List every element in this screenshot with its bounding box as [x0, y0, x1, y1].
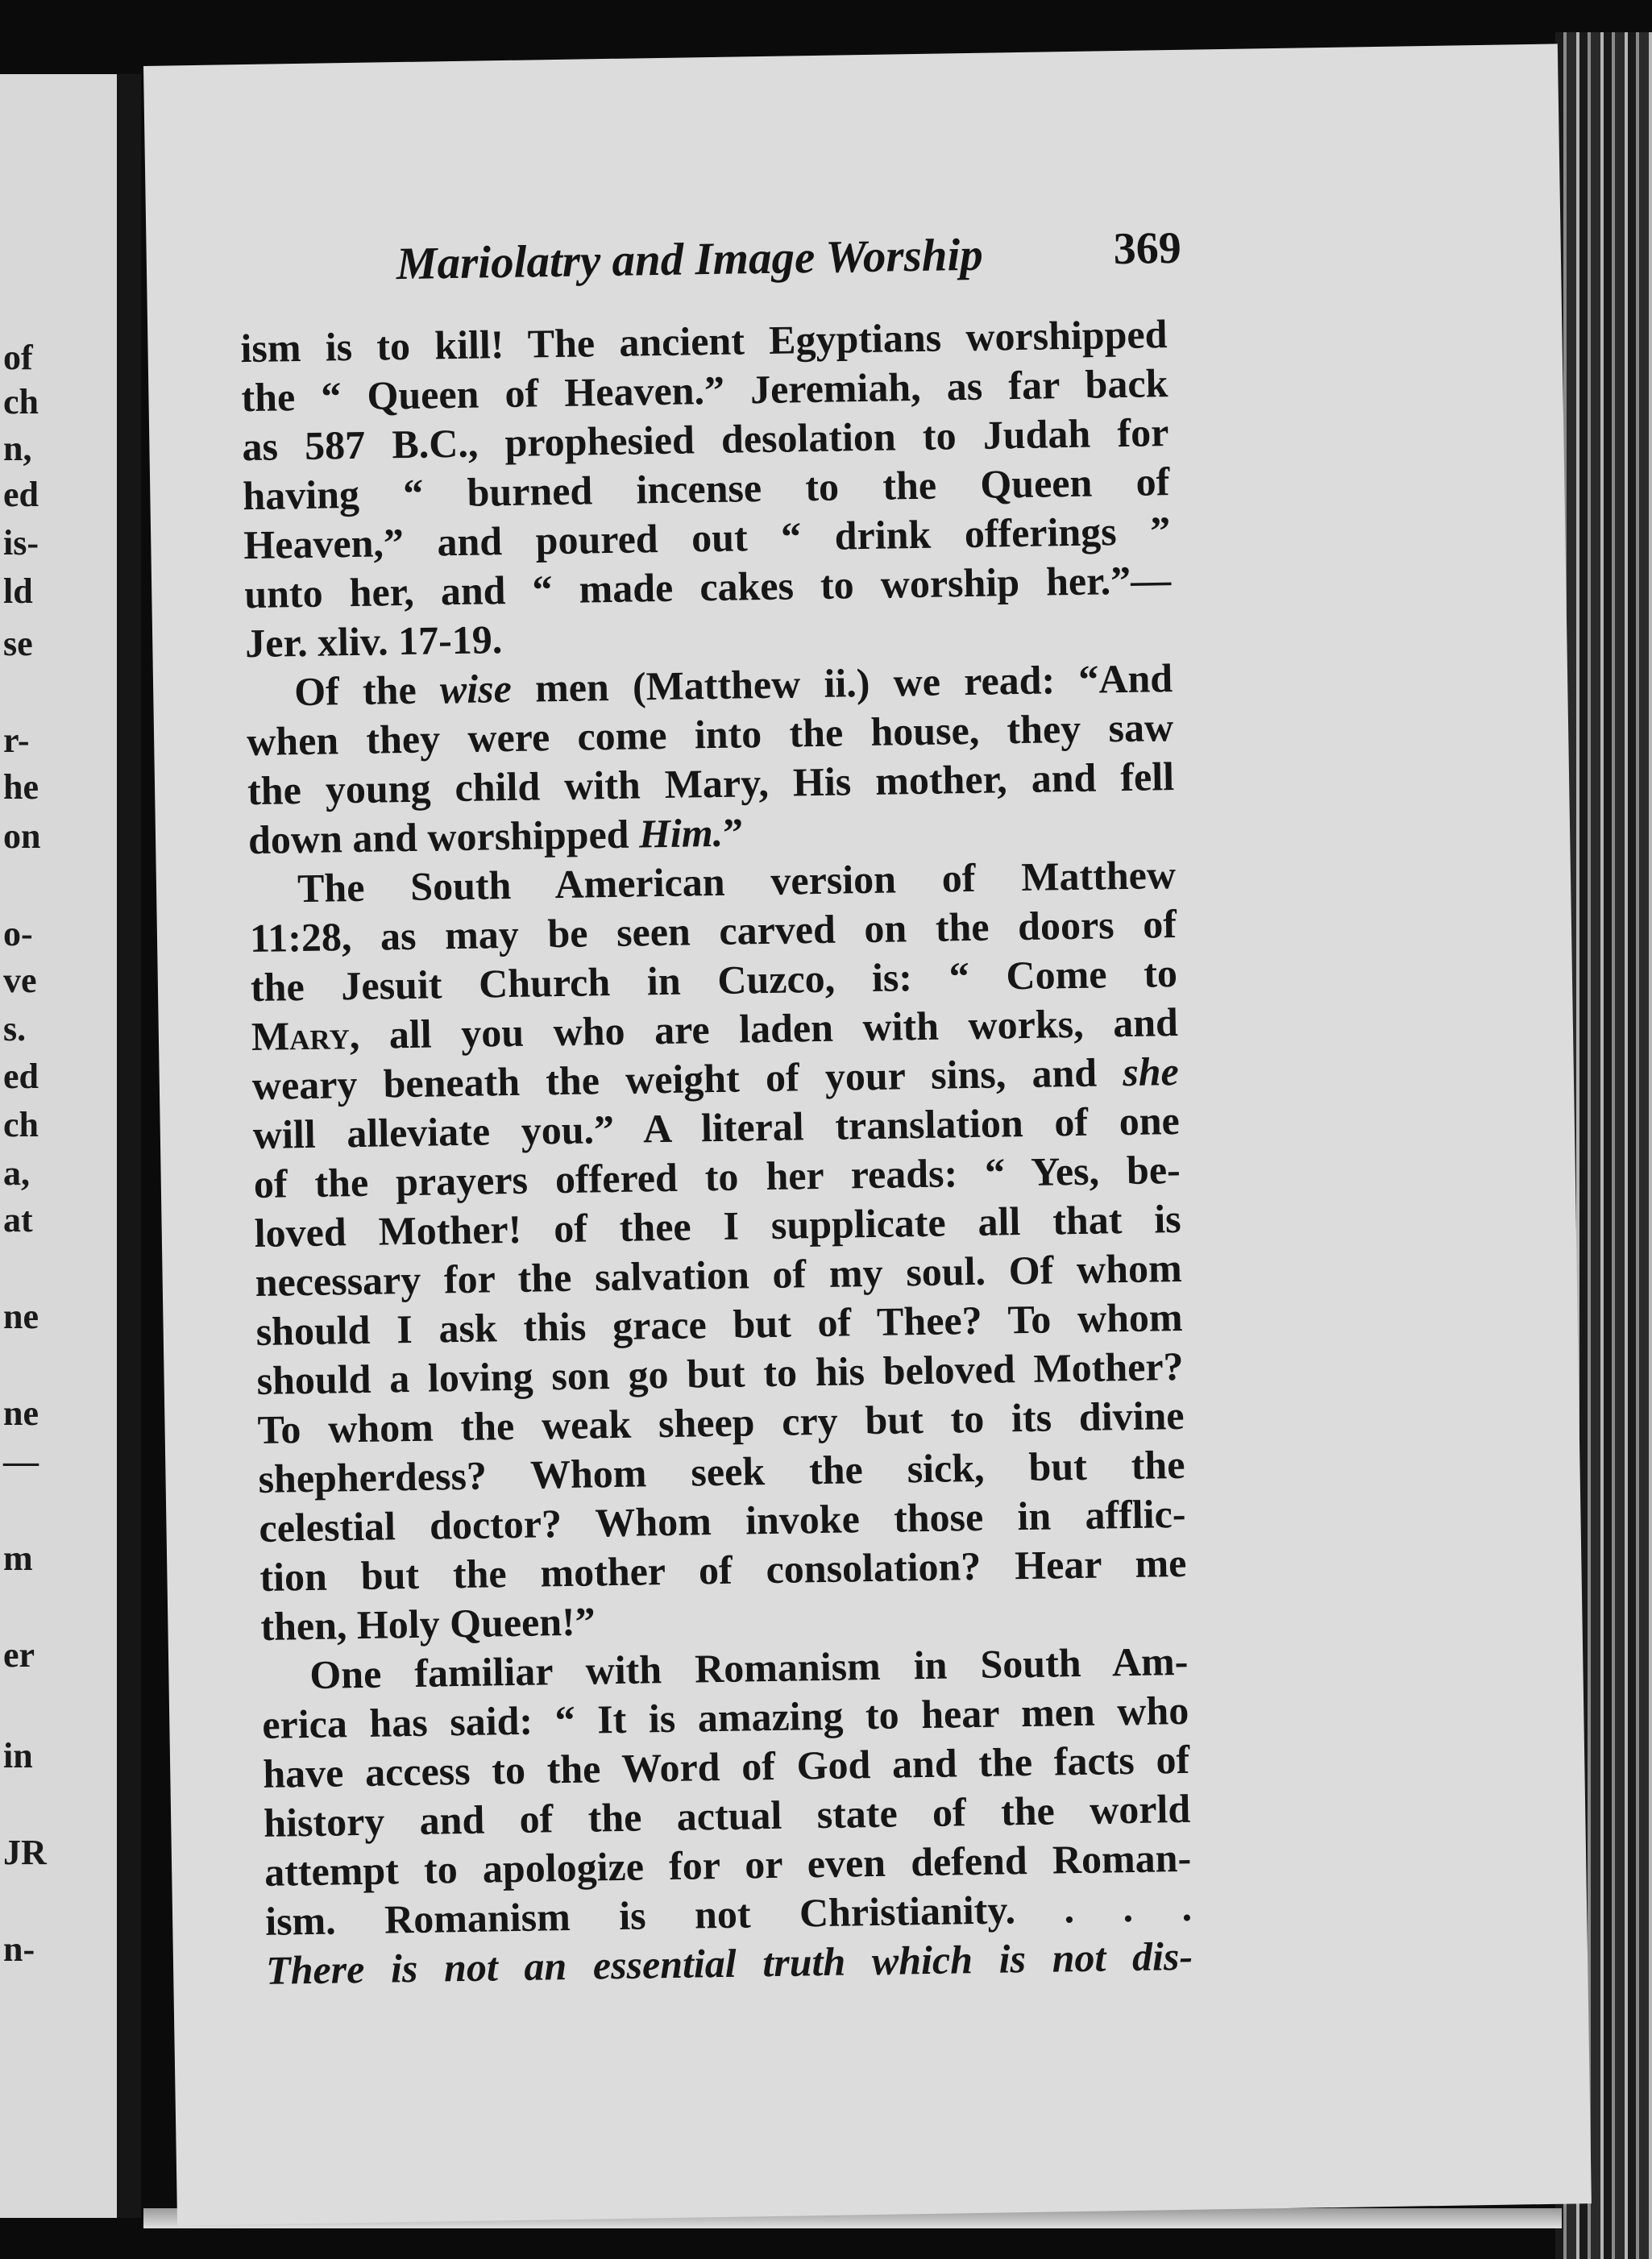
book-gutter — [117, 74, 141, 2218]
facing-page-text: of — [3, 338, 33, 377]
facing-page-text: is- — [3, 523, 39, 563]
facing-page-text: at — [3, 1200, 33, 1240]
facing-page-text: ld — [3, 571, 33, 611]
text-line: when they were come into the house, they saw — [246, 704, 1174, 765]
text-line: celestial doctor? Whom invoke those in afflic- — [259, 1490, 1186, 1551]
text-line: the Jesuit Church in Cuzco, is: “ Come to — [250, 949, 1178, 1011]
text-line: have access to the Word of God and the facts of — [262, 1736, 1190, 1796]
facing-page-text: he — [3, 767, 39, 807]
text-line: shepherdess? Whom seek the sick, but the — [258, 1441, 1185, 1501]
text-line: ism is to kill! The ancient Egyptians worshipped — [240, 311, 1168, 372]
facing-page-text: ed — [3, 475, 39, 514]
facing-page-text: r- — [3, 720, 30, 760]
text-line: of the prayers offered to her reads: “ Yes, be- — [253, 1146, 1181, 1207]
text-line: One familiar with Romanism in South Am- — [309, 1638, 1189, 1698]
facing-page-text: ch — [3, 1105, 39, 1144]
text-line: as 587 B.C., prophesied desolation to Judah for — [241, 409, 1169, 470]
text-line: the young child with Mary, His mother, and fell — [247, 754, 1175, 814]
facing-page-text: n- — [3, 1929, 35, 1969]
text-line: loved Mother! of thee I supplicate all that is — [254, 1195, 1182, 1256]
running-head: Mariolatry and Image Worship — [396, 229, 984, 290]
text-line: then, Holy Queen!” — [259, 1598, 596, 1649]
text-line: weary beneath the weight of your sins, and she — [251, 1048, 1180, 1109]
text-line: necessary for the salvation of my soul. Of whom — [255, 1244, 1183, 1306]
text-line: Heaven,” and poured out “ drink offerings ” — [243, 508, 1171, 568]
text-line: 11:28, as may be seen carved on the doors of — [249, 901, 1177, 961]
text-line: the “ Queen of Heaven.” Jeremiah, as far back — [241, 360, 1168, 421]
text-line: tion but the mother of consolation? Hear me — [259, 1539, 1187, 1600]
facing-page-text: a, — [3, 1153, 30, 1193]
facing-page-fragment — [0, 74, 119, 2218]
facing-page-text: s. — [3, 1009, 27, 1049]
text-line: There is not an essential truth which is not dis- — [265, 1933, 1193, 1993]
text-line: will alleviate you.” A literal translation of one — [252, 1097, 1181, 1158]
text-line: having “ burned incense to the Queen of — [242, 459, 1170, 519]
body-text — [240, 309, 1193, 1995]
facing-page-text: o- — [3, 914, 33, 953]
text-line: ism. Romanism is not Christianity. . . . — [264, 1883, 1193, 1944]
text-line: should a loving son go but to his beloved Mother? — [256, 1343, 1184, 1403]
facing-page-text: JR — [3, 1833, 47, 1872]
facing-page-text: se — [3, 624, 33, 663]
facing-page-text: ne — [3, 1297, 39, 1336]
facing-page-text: n, — [3, 429, 32, 468]
text-line: Of the wise men (Matthew ii.) we read: “And — [293, 655, 1173, 715]
book-page — [143, 44, 1592, 2225]
facing-page-text: ve — [3, 961, 37, 1000]
facing-page-text: ed — [3, 1057, 39, 1096]
facing-page-text: on — [3, 816, 41, 856]
facing-page-text: — — [3, 1442, 39, 1481]
text-line: erica has said: “ It is amazing to hear men who — [261, 1687, 1189, 1747]
facing-page-text: m — [3, 1539, 33, 1578]
facing-page-text: ne — [3, 1393, 39, 1433]
facing-page-text: er — [3, 1635, 35, 1675]
text-line: To whom the weak sheep cry but to its divine — [257, 1392, 1185, 1452]
text-line: Mary, all you who are laden with works, and — [251, 999, 1179, 1060]
text-line: should I ask this grace but of Thee? To whom — [255, 1294, 1183, 1354]
text-line: attempt to apologize for or even defend Roman- — [264, 1834, 1192, 1895]
text-line: history and of the actual state of the world — [263, 1785, 1191, 1846]
page-header — [146, 219, 1561, 306]
text-line: unto her, and “ made cakes to worship her.”— — [243, 557, 1172, 617]
facing-page-text: in — [3, 1736, 33, 1775]
text-line: The South American version of Matthew — [297, 852, 1177, 911]
page-number: 369 — [1113, 222, 1182, 275]
text-line: Jer. xliv. 17-19. — [244, 617, 503, 666]
facing-page-text: ch — [3, 382, 39, 421]
text-line: down and worshipped Him.” — [247, 809, 744, 863]
